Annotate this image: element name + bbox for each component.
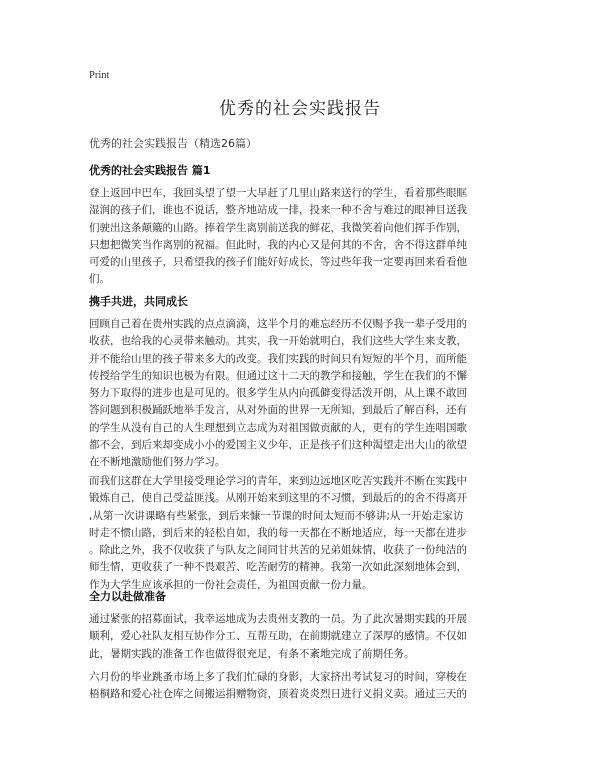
paragraph bbox=[89, 669, 515, 704]
paragraph-line: 作为大学生应该承担的一份社会责任，为祖国贡献一份力量。 bbox=[89, 578, 373, 591]
paragraph-line: 顺利，爱心社队友相互协作分工、互帮互助，在前期就建立了深厚的感情。不仅如 bbox=[89, 630, 467, 643]
document-title: 优秀的社会实践报告 bbox=[219, 99, 381, 119]
paragraph-line: 梧桐路和爱心社仓库之间搬运捐赠物资，顶着炎炎烈日进行义捐义卖。通过三天的 bbox=[89, 688, 467, 701]
paragraph-line: 传授给学生的知识也极为有限。但通过这十二天的教学和接触，学生在我们的不懈 bbox=[89, 369, 467, 382]
paragraph-line: 只想把微笑当作离别的祝福。但此时，我的内心又是何其的不舍，舍不得这群单纯 bbox=[89, 238, 467, 251]
section-heading: 全力以赴做准备 bbox=[89, 590, 166, 603]
paragraph-line: 们。 bbox=[89, 273, 110, 286]
paragraph-line: 六月份的毕业跳蚤市场上多了我们忙碌的身影，大家挤出考试复习的时间，穿梭在 bbox=[89, 671, 467, 683]
paragraph-line: 。除此之外，我不仅收获了与队友之间同甘共苦的兄弟姐妹情，收获了一份纯洁的 bbox=[89, 544, 467, 557]
print-label: Print bbox=[89, 70, 110, 81]
paragraph-line: 时走不惯山路，到后来的轻松自如，我的每一天都在不断地适应，每一天都在进步 bbox=[89, 526, 467, 539]
paragraph-line: 可爱的山里孩子，只希望我的孩子们能好好成长，等过些年我一定要再回来看看他 bbox=[89, 256, 467, 269]
section-heading: 携手共进，共同成长 bbox=[89, 295, 188, 308]
paragraph bbox=[89, 185, 515, 289]
paragraph-line: 努力下取得的进步也是可见的。很多学生从内向孤僻变得活泼开朗，从上课不敢回 bbox=[89, 387, 467, 400]
paragraph-line: 收获，也给我的心灵带来触动。其实，我一开始就明白，我们这些大学生来支教， bbox=[89, 335, 467, 348]
paragraph bbox=[89, 316, 515, 472]
paragraph-line: 湿润的孩子们，谁也不说话，整齐地站成一排，投来一种不舍与难过的眼神目送我 bbox=[89, 204, 467, 217]
paragraph-line: 答问题到积极踊跃地举手发言，从对外面的世界一无所知，到最后了解百科，还有 bbox=[89, 404, 467, 417]
section-heading: 优秀的社会实践报告 篇1 bbox=[89, 164, 211, 177]
paragraph-line: 师生情，更收获了一种不畏艰苦、吃苦耐劳的精神。我第一次如此深刻地体会到， bbox=[89, 561, 467, 574]
paragraph-line: 回顾自己着在贵州实践的点点滴滴，这半个月的难忘经历不仅赐予我一辈子受用的 bbox=[89, 318, 467, 330]
paragraph-line: 并不能给山里的孩子带来多大的改变。我们实践的时间只有短短的半个月，而所能 bbox=[89, 352, 467, 365]
paragraph-line: 通过紧张的招募面试，我幸运地成为去贵州支教的一员。为了此次暑期实践的开展 bbox=[89, 613, 467, 625]
paragraph bbox=[89, 611, 515, 663]
paragraph-line: 都不会，到后来却变成小小的爱国主义少年，正是孩子们这种渴望走出大山的欲望 bbox=[89, 439, 467, 452]
paragraph-line: 们驶出这条颠簸的山路。捧着学生离别前送我的鲜花，我微笑着向他们挥手作别， bbox=[89, 221, 467, 234]
paragraph-line: 此，暑期实践的准备工作也做得很充足，有条不紊地完成了前期任务。 bbox=[89, 647, 415, 660]
paragraph-line: 而我们这群在大学里接受理论学习的青年，来到边远地区吃苦实践并不断在实践中 bbox=[89, 475, 467, 487]
paragraph-line: 登上返回中巴车，我回头望了望一大早赶了几里山路来送行的学生，看着那些眼眶 bbox=[89, 187, 467, 199]
paragraph-line: ,从第一次讲课略有些紧张，到后来慷一节课的时间太短而不够讲;从一开始走家访 bbox=[89, 509, 464, 522]
paragraph-line: 的学生从没有自己的人生理想到立志成为对祖国做贡献的人，更有的学生连唱国歌 bbox=[89, 421, 467, 434]
paragraph-line: 在不断地激励他们努力学习。 bbox=[89, 456, 226, 469]
paragraph-line: 锻炼自己，使自己受益匪浅。从刚开始来到这里的不习惯，到最后的的舍不得离开 bbox=[89, 492, 467, 505]
paragraph bbox=[89, 473, 515, 594]
document-subtitle: 优秀的社会实践报告（精选26篇） bbox=[89, 137, 257, 150]
